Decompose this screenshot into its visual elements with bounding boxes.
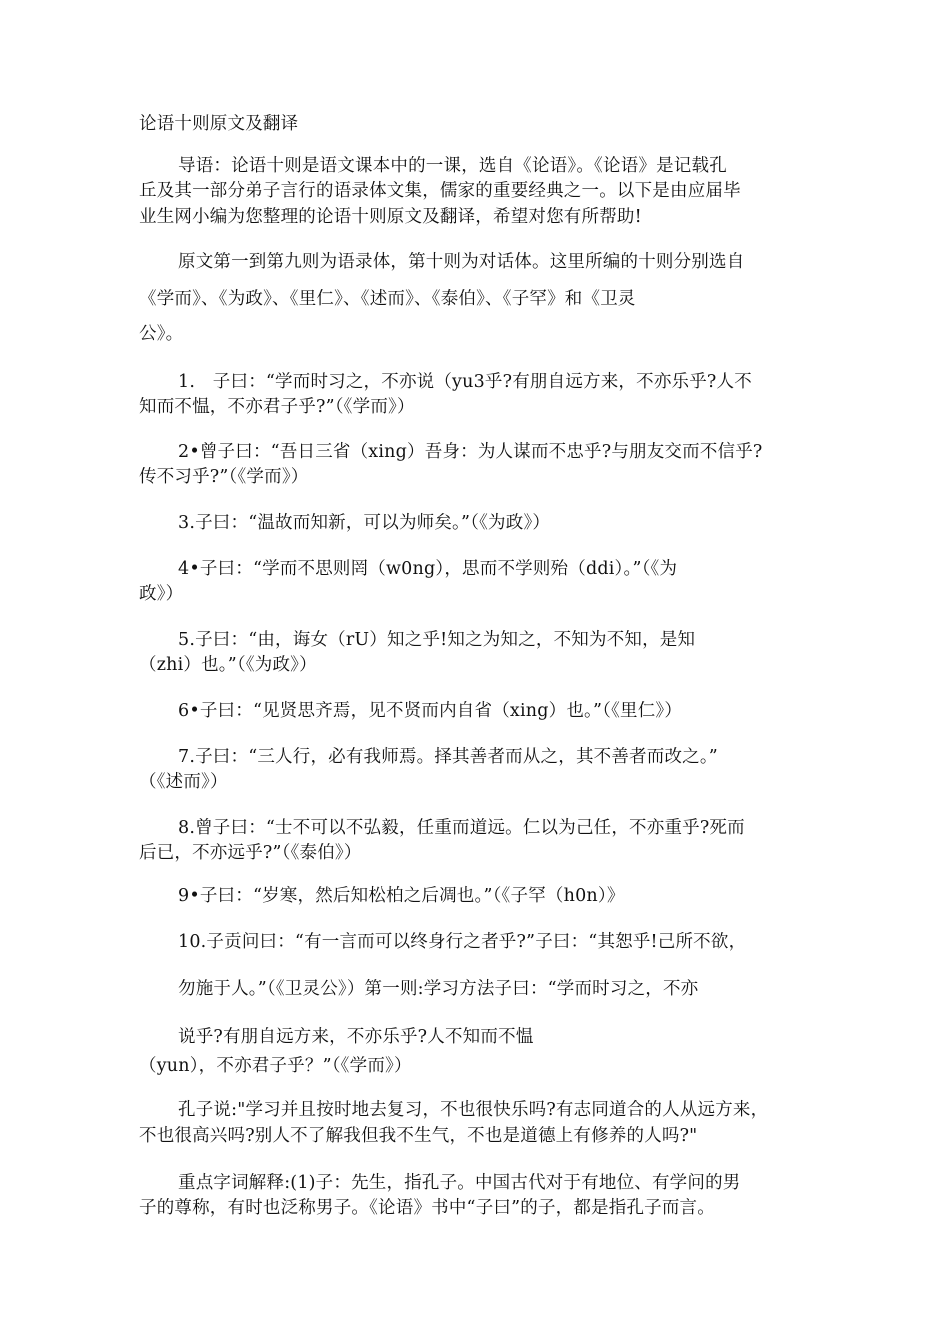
translation-line: 孔子说:"学习并且按时地去复习，不也很快乐吗?有志同道合的人从远方来， bbox=[178, 1100, 769, 1120]
analect-line: 传不习乎?”（《学而》） bbox=[139, 467, 309, 487]
analect-line: （yun），不亦君子乎？”（《学而》） bbox=[139, 1056, 412, 1076]
key-words-line: 子的尊称，有时也泛称男子。《论语》书中“子曰”的子，都是指孔子而言。 bbox=[139, 1198, 715, 1218]
original-text-line: 原文第一到第九则为语录体，第十则为对话体。这里所编的十则分别选自 bbox=[178, 252, 745, 272]
key-words-line: 重点字词解释:(1)子：先生，指孔子。中国古代对于有地位、有学问的男 bbox=[178, 1173, 741, 1193]
analect-line: （zhi）也。”（《为政》） bbox=[139, 655, 317, 675]
analect-line: 政》） bbox=[139, 584, 184, 604]
analect-line: 3.子曰：“温故而知新，可以为师矣。”（《为政》） bbox=[178, 513, 551, 533]
intro-line: 丘及其一部分弟子言行的语录体文集，儒家的重要经典之一。以下是由应届毕 bbox=[139, 181, 741, 201]
analect-line: 说乎?有朋自远方来，不亦乐乎?人不知而不愠 bbox=[178, 1027, 534, 1047]
analect-line: 10.子贡问曰：“有一言而可以终身行之者乎?”子曰：“其恕乎!己所不欲， bbox=[178, 932, 747, 952]
analect-line: 2•曾子曰：“吾日三省（xing）吾身：为人谋而不忠乎?与朋友交而不信乎? bbox=[178, 442, 763, 462]
analect-line: 1. 子曰：“学而时习之，不亦说（yu3乎?有朋自远方来，不亦乐乎?人不 bbox=[178, 372, 752, 392]
analect-line: 5.子曰：“由，诲女（rU）知之乎!知之为知之，不知为不知，是知 bbox=[178, 630, 696, 650]
analect-line: 后已，不亦远乎?”（《泰伯》） bbox=[139, 843, 362, 863]
original-text-line: 《学而》、《为政》、《里仁》、《述而》、《泰伯》、《子罕》和《卫灵 bbox=[139, 289, 636, 309]
analect-line: 9•子曰：“岁寒，然后知松柏之后凋也。”（《子罕（h0n）》 bbox=[178, 886, 625, 906]
analect-line: 4•子曰：“学而不思则罔（w0ng），思而不学则殆（ddi）。”（《为 bbox=[178, 559, 678, 579]
analect-line: 6•子曰：“见贤思齐焉，见不贤而内自省（xing）也。”（《里仁》） bbox=[178, 701, 683, 721]
analect-line: 勿施于人。”（《卫灵公》）第一则:学习方法子曰：“学而时习之，不亦 bbox=[178, 979, 699, 999]
translation-line: 不也很高兴吗?别人不了解我但我不生气，不也是道德上有修养的人吗?" bbox=[139, 1126, 698, 1146]
document-title: 论语十则原文及翻译 bbox=[139, 114, 299, 134]
analect-line: 7.子曰：“三人行，必有我师焉。择其善者而从之，其不善者而改之。” bbox=[178, 747, 718, 767]
analect-line: （《述而》） bbox=[139, 772, 228, 792]
intro-line: 导语：论语十则是语文课本中的一课，选自《论语》。《论语》是记载孔 bbox=[178, 156, 727, 176]
original-text-line: 公》。 bbox=[139, 324, 184, 344]
analect-line: 8.曾子曰：“士不可以不弘毅，任重而道远。仁以为己任，不亦重乎?死而 bbox=[178, 818, 745, 838]
intro-line: 业生网小编为您整理的论语十则原文及翻译，希望对您有所帮助! bbox=[139, 207, 642, 227]
analect-line: 知而不愠，不亦君子乎?”（《学而》） bbox=[139, 397, 415, 417]
